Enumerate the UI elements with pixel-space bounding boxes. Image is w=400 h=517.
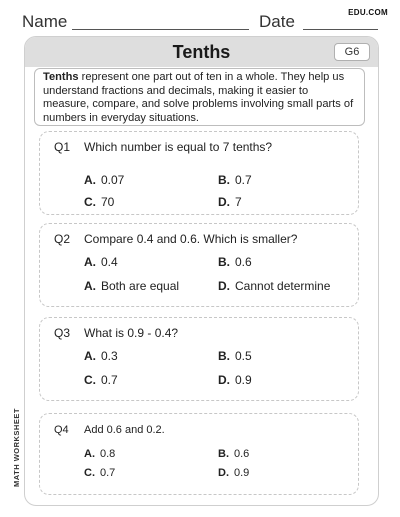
option-text: 0.9	[234, 467, 250, 479]
option-text: 0.3	[101, 349, 118, 363]
question-number: Q4	[54, 424, 69, 436]
option-d[interactable]	[218, 373, 252, 387]
option-b[interactable]	[218, 255, 252, 269]
option-letter: A.	[84, 255, 96, 269]
option-a[interactable]	[84, 173, 124, 187]
question-number: Q1	[54, 140, 71, 154]
option-letter: A.	[84, 448, 95, 460]
option-text: 70	[101, 195, 115, 209]
question-card	[39, 413, 359, 495]
option-text: 0.9	[235, 373, 252, 387]
intro-box	[34, 68, 365, 126]
option-letter: D.	[218, 467, 229, 479]
option-c[interactable]	[84, 467, 115, 479]
option-a[interactable]	[84, 255, 118, 269]
question-text: What is 0.9 - 0.4?	[84, 326, 179, 340]
worksheet-card	[24, 36, 379, 506]
grade-badge: G6	[334, 43, 370, 61]
question-card	[39, 317, 359, 401]
option-letter: A.	[84, 173, 96, 187]
option-text: Cannot determine	[235, 279, 331, 293]
date-label: Date	[259, 12, 295, 31]
option-letter: B.	[218, 255, 230, 269]
option-letter: B.	[218, 349, 230, 363]
option-text: 0.7	[100, 467, 116, 479]
option-text: 0.5	[235, 349, 252, 363]
option-d[interactable]	[218, 195, 242, 209]
option-text: 0.4	[101, 255, 118, 269]
option-text: 0.8	[100, 448, 116, 460]
option-letter: D.	[218, 195, 230, 209]
question-card	[39, 223, 359, 307]
date-line[interactable]	[303, 29, 378, 30]
brand-logo: EDU.COM	[348, 8, 388, 17]
option-text: 0.6	[234, 448, 250, 460]
question-card	[39, 131, 359, 215]
option-b[interactable]	[218, 349, 252, 363]
question-text: Which number is equal to 7 tenths?	[84, 140, 273, 154]
intro-term: Tenths	[43, 71, 79, 83]
question-number: Q3	[54, 326, 71, 340]
option-letter: C.	[84, 373, 96, 387]
option-text: 0.7	[101, 373, 118, 387]
name-label: Name	[22, 12, 68, 31]
option-letter: A.	[84, 279, 96, 293]
side-label: MATH WORKSHEET	[12, 408, 21, 487]
question-number: Q2	[54, 232, 71, 246]
option-text: 0.6	[235, 255, 252, 269]
option-text: 0.7	[235, 173, 252, 187]
option-letter: C.	[84, 467, 95, 479]
option-letter: A.	[84, 349, 96, 363]
option-d[interactable]	[218, 279, 330, 293]
option-letter: D.	[218, 279, 230, 293]
option-c[interactable]	[84, 195, 114, 209]
question-text: Add 0.6 and 0.2.	[84, 424, 165, 436]
intro-text: represent one part out of ten in a whole. They help us understand fractions and decimals, making it easier to measure, compare, and solve problems involving small parts of numbers in everyday situations.	[43, 71, 354, 124]
option-b[interactable]	[218, 448, 249, 460]
option-b[interactable]	[218, 173, 252, 187]
option-text: 0.07	[101, 173, 125, 187]
option-text: Both are equal	[101, 279, 180, 293]
name-line[interactable]	[72, 29, 249, 30]
option-c[interactable]	[84, 373, 118, 387]
worksheet-title: Tenths	[172, 42, 231, 62]
option-a[interactable]	[84, 448, 115, 460]
option-letter: B.	[218, 173, 230, 187]
option-letter: D.	[218, 373, 230, 387]
option-c[interactable]	[84, 279, 179, 293]
option-text: 7	[235, 195, 242, 209]
option-letter: C.	[84, 195, 96, 209]
option-d[interactable]	[218, 467, 249, 479]
option-a[interactable]	[84, 349, 118, 363]
question-text: Compare 0.4 and 0.6. Which is smaller?	[84, 232, 298, 246]
option-letter: B.	[218, 448, 229, 460]
